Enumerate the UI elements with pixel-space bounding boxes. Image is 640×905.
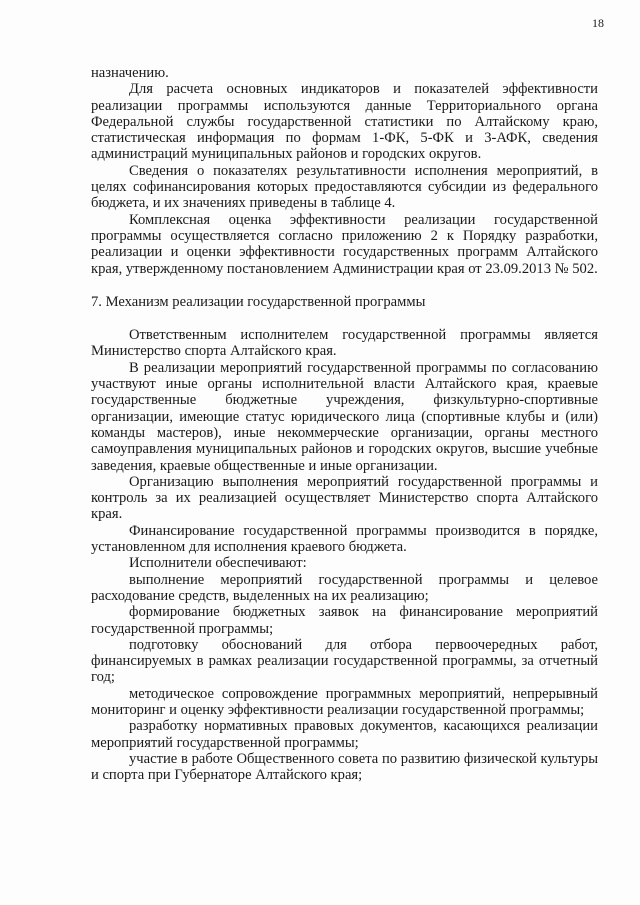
paragraph-subsidies: Сведения о показателях результативности исполнения мероприятий, в целях софинансирования которых предоставляются субсидии из федерального бюджета, и их значениях приведены в таблице 4. xyxy=(91,162,598,212)
document-body xyxy=(91,65,598,783)
paragraph-executors-provide: Исполнители обеспечивают: xyxy=(129,555,307,572)
list-item-execution: выполнение мероприятий государственной программы и целевое расходование средств, выделенных на их реализацию; xyxy=(91,571,598,604)
paragraph-financing: Финансирование государственной программы производится в порядке, установленном для исполнения краевого бюджета. xyxy=(91,522,598,556)
paragraph-participants: В реализации мероприятий государственной программы по согласованию участвуют иные органы исполнительной власти Алтайского края, краевые государственные бюджетные учреждения, физкультурно-спортивные организации, имеющие статус юридического лица (спортивные клубы и (или) команды мастеров), иные некоммерческие организации, органы местного самоуправления муниципальных районов и городских округов, высшие учебные заведения, краевые общественные и иные организации. xyxy=(91,359,598,474)
list-item-regulations: разработку нормативных правовых документов, касающихся реализации мероприятий государственной программы; xyxy=(91,718,598,751)
section-heading: 7. Механизм реализации государственной программы xyxy=(91,293,426,310)
page-number: 18 xyxy=(592,16,604,30)
list-item-methodical-support: методическое сопровождение программных мероприятий, непрерывный мониторинг и оценку эффективности реализации государственной программы; xyxy=(91,685,598,718)
list-item-public-council: участие в работе Общественного совета по развитию физической культуры и спорта при Губернаторе Алтайского края; xyxy=(91,750,598,784)
paragraph-control: Организацию выполнения мероприятий государственной программы и контроль за их реализацией осуществляет Министерство спорта Алтайского края. xyxy=(91,473,598,523)
paragraph-complex-assessment: Комплексная оценка эффективности реализации государственной программы осуществляется согласно приложению 2 к Порядку разработки, реализации и оценки эффективности государственных программ Алтайского края, утвержденному постановлением Администрации края от 23.09.2013 № 502. xyxy=(91,211,598,277)
paragraph-responsible-executor: Ответственным исполнителем государственной программы является Министерство спорта Алтайского края. xyxy=(91,327,598,360)
paragraph-indicators-data: Для расчета основных индикаторов и показателей эффективности реализации программы используются данные Территориального органа Федеральной службы государственной статистики по Алтайскому краю, статистическая информация по формам 1-ФК, 5-ФК и 3-АФК, сведения администраций муниципальных районов и городских округов. xyxy=(91,81,598,163)
list-item-justifications: подготовку обоснований для отбора первоочередных работ, финансируемых в рамках реализации государственной программы, за отчетный год; xyxy=(91,636,598,686)
list-item-budget-requests: формирование бюджетных заявок на финансирование мероприятий государственной программы; xyxy=(91,604,598,637)
paragraph-continuation: назначению. xyxy=(91,65,169,81)
